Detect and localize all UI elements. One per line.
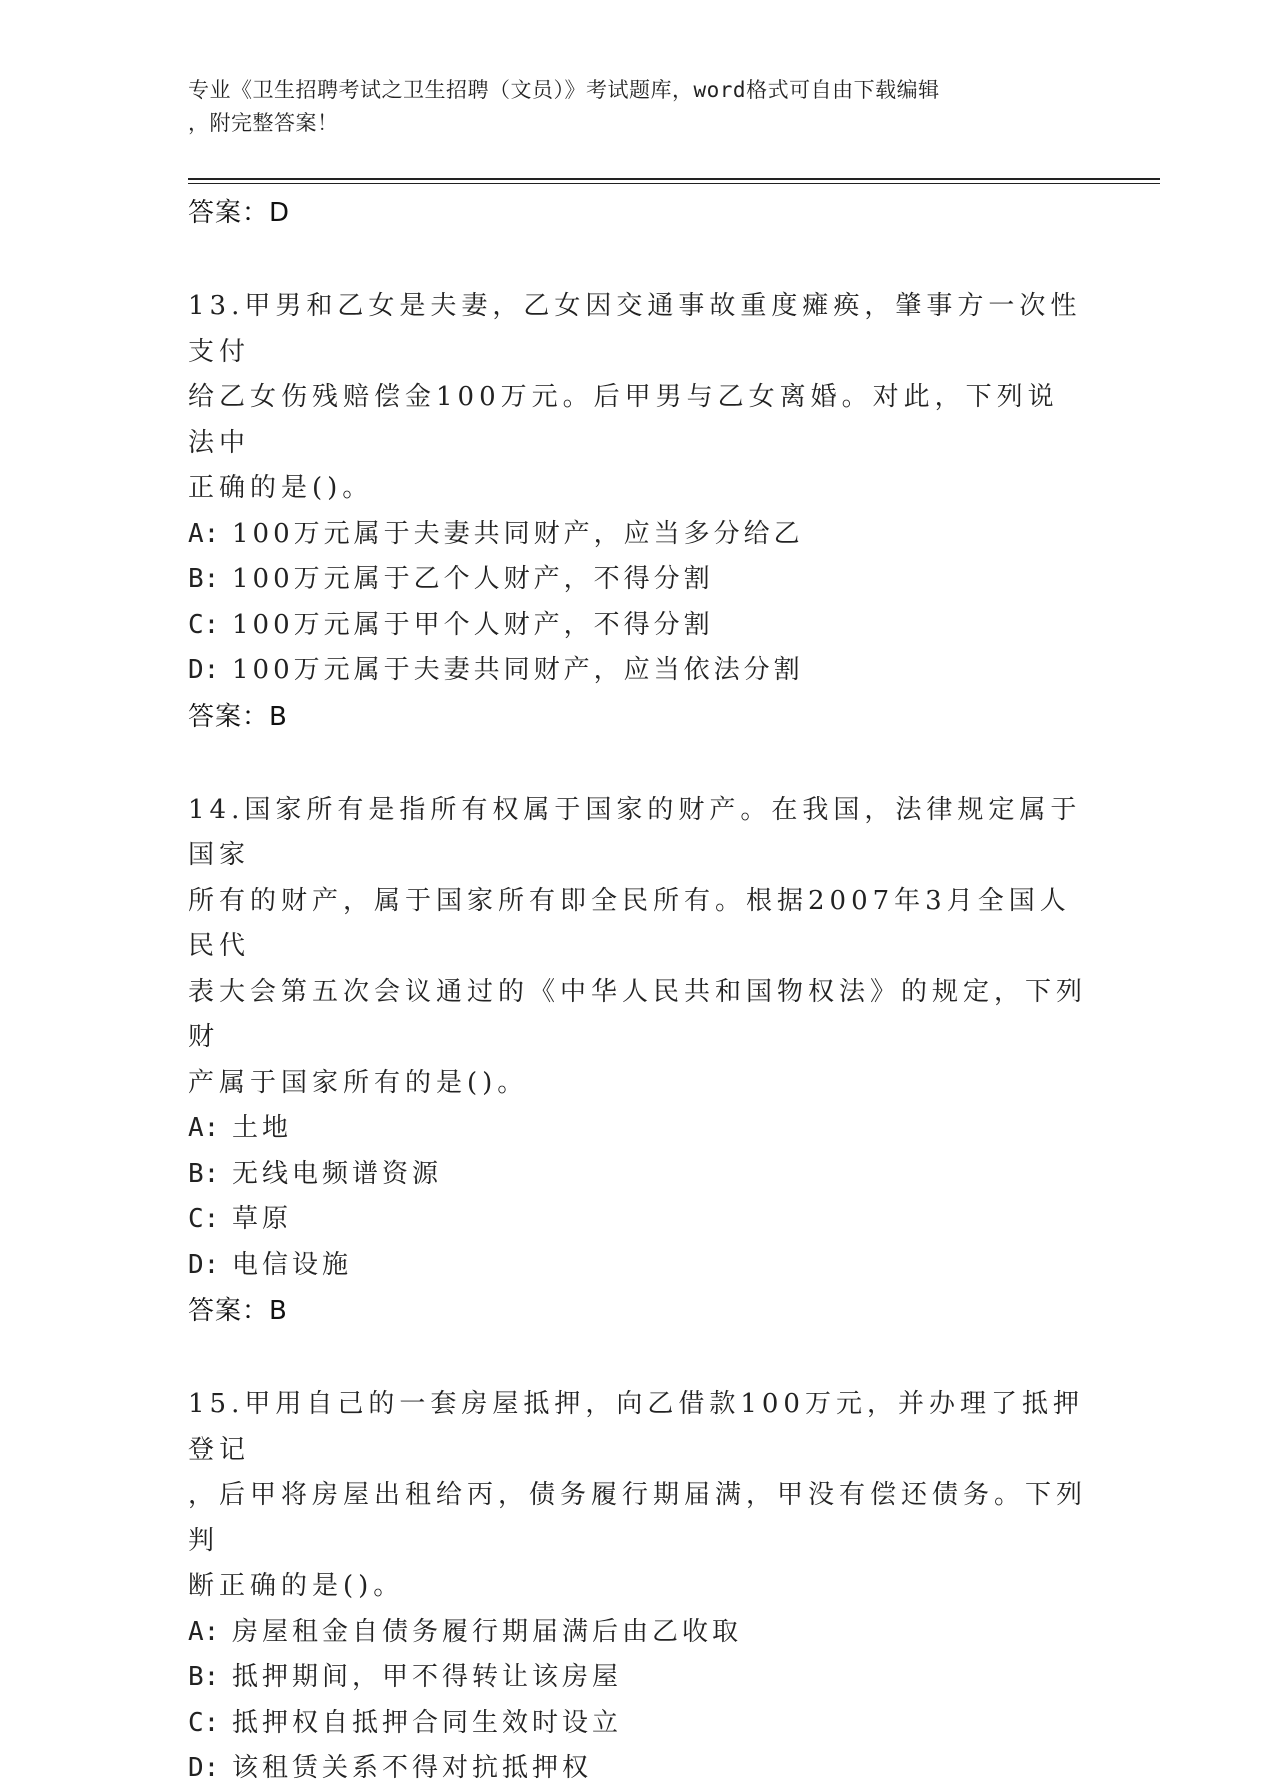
option-text: 房屋租金自债务履行期届满后由乙收取	[232, 1616, 743, 1647]
option-text: 100万元属于甲个人财产，不得分割	[232, 609, 714, 640]
header-line-2: ，附完整答案！	[188, 111, 339, 135]
option-d	[188, 648, 1088, 694]
option-text: 该租赁关系不得对抗抵押权	[232, 1753, 593, 1783]
question-stem-line: ，后甲将房屋出租给丙，债务履行期届满，甲没有偿还债务。下列判	[188, 1480, 1088, 1556]
option-b	[188, 1655, 1088, 1701]
question-14	[188, 788, 1088, 1335]
question-13	[188, 284, 1088, 740]
question-list	[188, 190, 1088, 1792]
option-key: C:	[188, 609, 220, 640]
answer-13: 答案：B	[188, 701, 288, 732]
header-divider-thin	[188, 183, 1160, 184]
option-c	[188, 1701, 1088, 1747]
option-text: 抵押权自抵押合同生效时设立	[232, 1707, 623, 1738]
option-a	[188, 1610, 1088, 1656]
option-a	[188, 1106, 1088, 1152]
question-stem-line: 正确的是()。	[188, 473, 374, 503]
option-text: 电信设施	[232, 1249, 353, 1280]
option-c	[188, 603, 1088, 649]
question-stem-line: 15.甲用自己的一套房屋抵押，向乙借款100万元，并办理了抵押登记	[188, 1389, 1084, 1465]
option-key: C:	[188, 1204, 220, 1234]
option-d	[188, 1243, 1088, 1289]
option-key: D:	[188, 1249, 220, 1280]
option-c	[188, 1197, 1088, 1243]
header-line-1: 专业《卫生招聘考试之卫生招聘（文员）》考试题库，word格式可自由下载编辑	[188, 78, 940, 102]
option-text: 土地	[232, 1113, 293, 1143]
question-stem-line: 14.国家所有是指所有权属于国家的财产。在我国，法律规定属于国家	[188, 794, 1082, 870]
option-d	[188, 1746, 1088, 1792]
question-stem-line: 所有的财产，属于国家所有即全民所有。根据2007年3月全国人民代	[188, 885, 1071, 961]
option-key: B:	[188, 564, 220, 594]
document-header	[188, 74, 1068, 140]
option-key: D:	[188, 1753, 220, 1783]
option-key: C:	[188, 1707, 220, 1738]
question-stem-line: 断正确的是()。	[188, 1571, 405, 1601]
option-text: 100万元属于乙个人财产，不得分割	[232, 564, 714, 594]
previous-answer: 答案：D	[188, 198, 291, 228]
option-key: A:	[188, 1113, 220, 1143]
question-stem-line: 产属于国家所有的是()。	[188, 1067, 529, 1098]
answer-14: 答案：B	[188, 1296, 288, 1326]
option-text: 100万元属于夫妻共同财产，应当依法分割	[232, 655, 804, 685]
question-15	[188, 1382, 1088, 1792]
option-key: A:	[188, 518, 220, 549]
option-key: A:	[188, 1616, 220, 1647]
option-b	[188, 1152, 1088, 1198]
option-text: 草原	[232, 1204, 293, 1234]
option-text: 无线电频谱资源	[232, 1158, 443, 1189]
question-stem-line: 表大会第五次会议通过的《中华人民共和国物权法》的规定，下列财	[188, 976, 1088, 1052]
question-stem-line: 13.甲男和乙女是夫妻，乙女因交通事故重度瘫痪，肇事方一次性支付	[188, 291, 1082, 367]
option-text: 100万元属于夫妻共同财产，应当多分给乙	[232, 518, 804, 549]
option-key: B:	[188, 1158, 220, 1189]
option-key: B:	[188, 1662, 220, 1692]
option-text: 抵押期间，甲不得转让该房屋	[232, 1662, 623, 1692]
option-a	[188, 512, 1088, 558]
header-divider-thick	[188, 178, 1160, 180]
option-key: D:	[188, 655, 220, 685]
question-stem-line: 给乙女伤残赔偿金100万元。后甲男与乙女离婚。对此，下列说法中	[188, 382, 1059, 458]
option-b	[188, 557, 1088, 603]
